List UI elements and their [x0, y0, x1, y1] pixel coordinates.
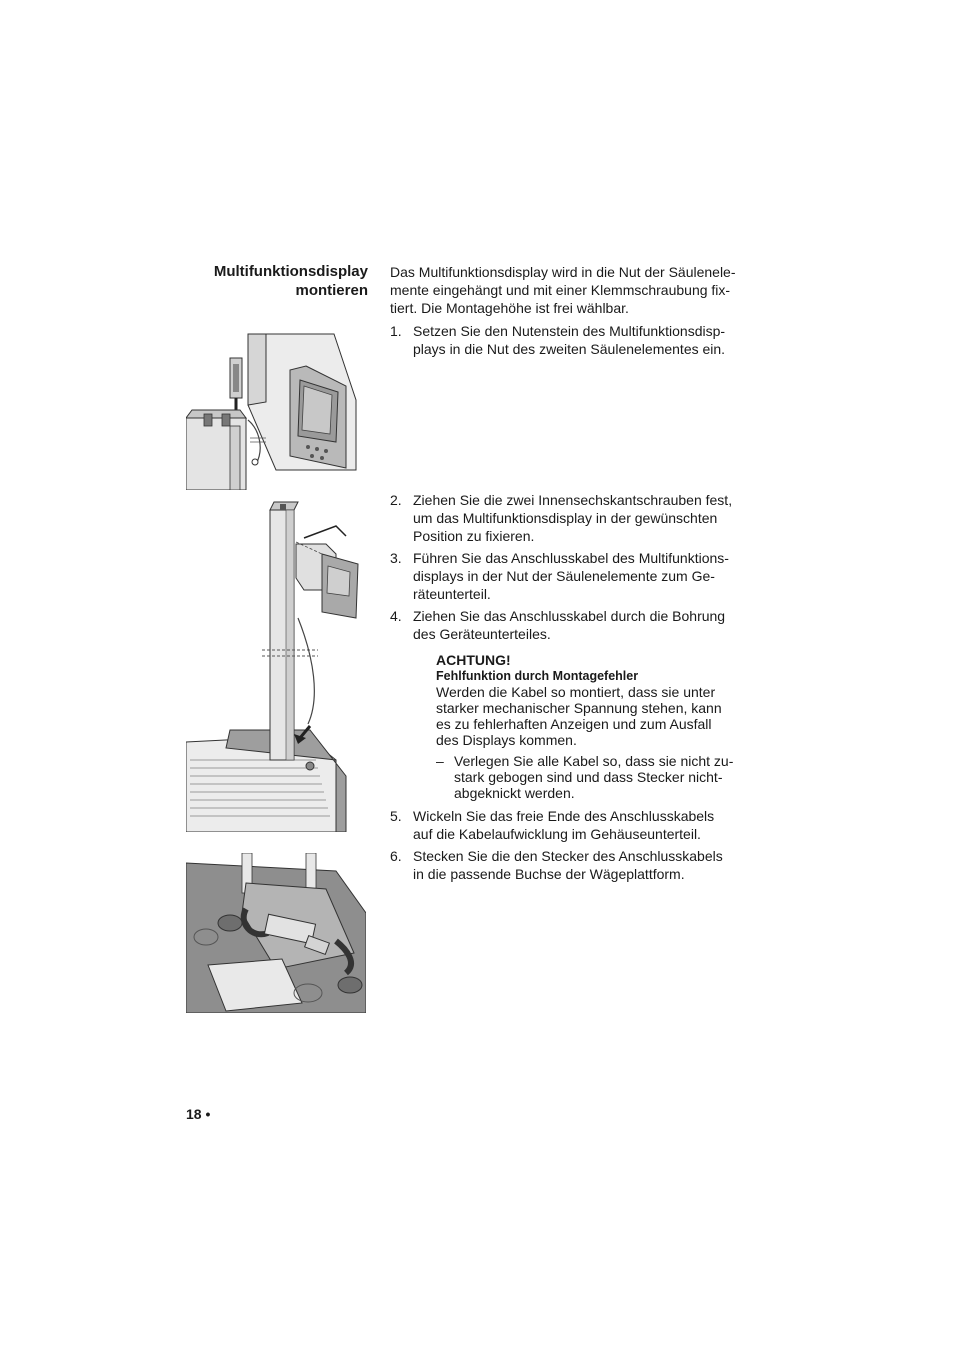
step-line: in die passende Buchse der Wägeplattform. — [413, 866, 685, 882]
warning-line: Werden die Kabel so montiert, dass sie unter — [436, 684, 716, 700]
page-number: 18 • — [186, 1106, 211, 1122]
figure-column-assembly — [186, 498, 370, 832]
step-number: 6. — [390, 848, 402, 864]
intro-line: mente eingehängt und mit einer Klemmschraubung fix- — [390, 282, 731, 298]
warning-subtitle: Fehlfunktion durch Montagefehler — [436, 669, 639, 683]
step-line: displays in der Nut der Säulenelemente zum Ge- — [413, 568, 715, 584]
warning-line: des Displays kommen. — [436, 732, 577, 748]
step-1 — [390, 322, 734, 358]
figure-display-mounting — [186, 330, 370, 490]
intro-paragraph — [390, 263, 734, 317]
warning-bullet — [436, 753, 736, 801]
step-6 — [390, 847, 734, 883]
step-4 — [390, 607, 734, 643]
heading-line-1: Multifunktionsdisplay — [213, 263, 368, 280]
figure-cable-winding — [186, 853, 366, 1013]
warning-line: es zu fehlerhaften Anzeigen und zum Ausfall — [436, 716, 712, 732]
step-line: Führen Sie das Anschlusskabel des Multifunktions- — [413, 550, 729, 566]
step-line: Stecken Sie die den Stecker des Anschlusskabels — [413, 848, 723, 864]
step-line: räteunterteil. — [413, 586, 491, 602]
warning-body — [436, 684, 736, 748]
step-line: Ziehen Sie das Anschlusskabel durch die Bohrung — [413, 608, 726, 624]
step-5 — [390, 807, 734, 843]
step-line: Wickeln Sie das freie Ende des Anschlusskabels — [413, 808, 715, 824]
step-number: 4. — [390, 608, 402, 624]
bullet-line: stark gebogen sind und dass Stecker nicht- — [454, 769, 723, 785]
section-heading — [170, 262, 368, 300]
step-line: Setzen Sie den Nutenstein des Multifunktionsdisp- — [413, 323, 726, 339]
heading-line-2: montieren — [295, 282, 368, 299]
bullet-line: abgeknickt werden. — [454, 785, 575, 801]
step-line: um das Multifunktionsdisplay in der gewünschten — [413, 510, 718, 526]
dash-marker: – — [436, 753, 444, 769]
step-number: 2. — [390, 492, 402, 508]
step-line: Position zu fixieren. — [413, 528, 535, 544]
step-2 — [390, 491, 734, 545]
step-line: Ziehen Sie die zwei Innensechskantschrauben fest, — [413, 492, 733, 508]
step-line: auf die Kabelaufwicklung im Gehäuseunterteil. — [413, 826, 701, 842]
warning-title: ACHTUNG! — [436, 652, 511, 668]
step-3 — [390, 549, 734, 603]
warning-block — [436, 652, 736, 748]
intro-line: Das Multifunktionsdisplay wird in die Nut der Säulenele- — [390, 264, 736, 280]
bullet-line: Verlegen Sie alle Kabel so, dass sie nicht zu- — [454, 753, 734, 769]
step-number: 1. — [390, 323, 402, 339]
step-number: 3. — [390, 550, 402, 566]
intro-line: tiert. Die Montagehöhe ist frei wählbar. — [390, 300, 629, 316]
warning-line: starker mechanischer Spannung stehen, kann — [436, 700, 722, 716]
step-line: plays in die Nut des zweiten Säulenelementes ein. — [413, 341, 726, 357]
step-line: des Geräteunterteiles. — [413, 626, 551, 642]
step-number: 5. — [390, 808, 402, 824]
